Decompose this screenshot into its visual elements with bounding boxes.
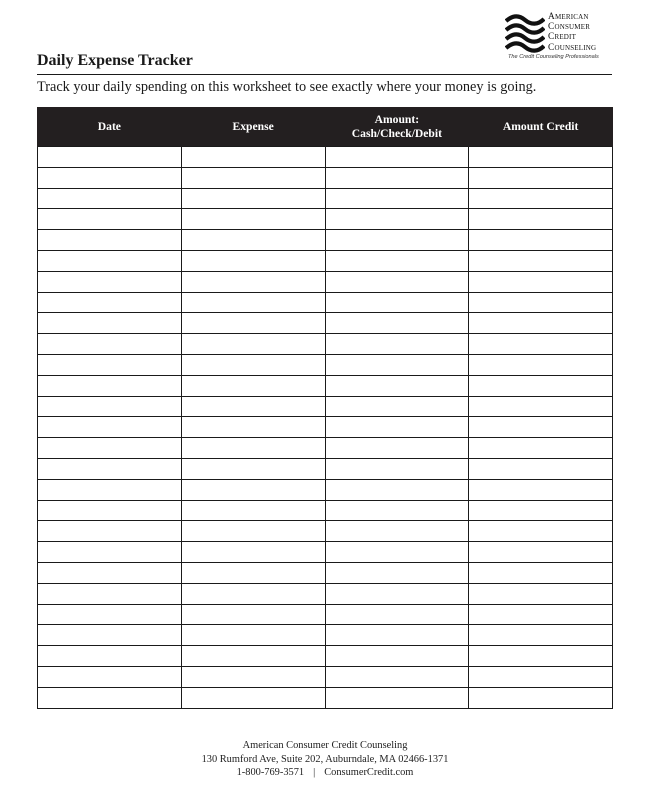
table-row — [38, 188, 613, 209]
table-row — [38, 562, 613, 583]
table-row — [38, 271, 613, 292]
column-header-amount — [325, 107, 469, 147]
footer-org: American Consumer Credit Counseling — [242, 740, 408, 751]
credit-cell — [469, 521, 613, 542]
amount-header-line1: Amount: — [374, 113, 420, 126]
amount-cell — [325, 458, 469, 479]
credit-cell — [469, 354, 613, 375]
table-row — [38, 646, 613, 667]
table-row — [38, 438, 613, 459]
date-cell — [38, 521, 182, 542]
amount-cell — [325, 479, 469, 500]
table-row — [38, 666, 613, 687]
date-cell — [38, 354, 182, 375]
footer-separator: | — [313, 767, 316, 779]
expense-cell — [181, 666, 325, 687]
amount-cell — [325, 209, 469, 230]
date-cell — [38, 458, 182, 479]
credit-cell — [469, 271, 613, 292]
amount-cell — [325, 562, 469, 583]
column-header-expense: Expense — [181, 107, 325, 147]
expense-cell — [181, 438, 325, 459]
date-cell — [38, 666, 182, 687]
table-row — [38, 167, 613, 188]
expense-cell — [181, 542, 325, 563]
table-row — [38, 687, 613, 708]
amount-cell — [325, 583, 469, 604]
date-cell — [38, 438, 182, 459]
date-cell — [38, 687, 182, 708]
amount-cell — [325, 604, 469, 625]
credit-cell — [469, 500, 613, 521]
table-header-row — [38, 107, 613, 147]
date-cell — [38, 167, 182, 188]
credit-cell — [469, 417, 613, 438]
table-row — [38, 500, 613, 521]
credit-cell — [469, 167, 613, 188]
credit-cell — [469, 292, 613, 313]
amount-cell — [325, 646, 469, 667]
date-cell — [38, 583, 182, 604]
expense-cell — [181, 271, 325, 292]
table-body — [38, 147, 613, 709]
expense-table — [37, 107, 613, 709]
waves-logo-icon — [505, 14, 545, 54]
credit-cell — [469, 604, 613, 625]
expense-cell — [181, 375, 325, 396]
credit-cell — [469, 562, 613, 583]
date-cell — [38, 250, 182, 271]
expense-cell — [181, 292, 325, 313]
date-cell — [38, 542, 182, 563]
expense-cell — [181, 250, 325, 271]
credit-cell — [469, 334, 613, 355]
amount-cell — [325, 417, 469, 438]
amount-cell — [325, 271, 469, 292]
expense-cell — [181, 417, 325, 438]
amount-cell — [325, 666, 469, 687]
amount-cell — [325, 292, 469, 313]
expense-cell — [181, 396, 325, 417]
amount-cell — [325, 438, 469, 459]
table-row — [38, 209, 613, 230]
date-cell — [38, 188, 182, 209]
date-cell — [38, 271, 182, 292]
logo-tagline: The Credit Counseling Professionals — [508, 54, 599, 60]
table-row — [38, 375, 613, 396]
expense-cell — [181, 458, 325, 479]
credit-cell — [469, 666, 613, 687]
amount-cell — [325, 354, 469, 375]
page-subtitle: Track your daily spending on this worksheet to see exactly where your money is going. — [37, 79, 537, 95]
table-row — [38, 458, 613, 479]
amount-cell — [325, 375, 469, 396]
expense-cell — [181, 583, 325, 604]
credit-cell — [469, 313, 613, 334]
amount-cell — [325, 334, 469, 355]
company-logo — [505, 12, 613, 62]
amount-cell — [325, 313, 469, 334]
date-cell — [38, 313, 182, 334]
amount-cell — [325, 250, 469, 271]
credit-cell — [469, 230, 613, 251]
logo-line: Consumer — [548, 22, 591, 33]
logo-wordmark — [548, 12, 596, 53]
logo-line: Credit — [548, 32, 577, 43]
table-row — [38, 250, 613, 271]
date-cell — [38, 625, 182, 646]
date-cell — [38, 604, 182, 625]
amount-cell — [325, 542, 469, 563]
table-row — [38, 542, 613, 563]
title-divider — [37, 74, 612, 75]
credit-cell — [469, 542, 613, 563]
expense-cell — [181, 604, 325, 625]
table-row — [38, 625, 613, 646]
table-row — [38, 292, 613, 313]
page-footer — [0, 739, 650, 780]
amount-cell — [325, 188, 469, 209]
expense-cell — [181, 334, 325, 355]
table-row — [38, 604, 613, 625]
logo-line: American — [548, 12, 589, 22]
footer-phone: 1-800-769-3571 — [236, 767, 305, 779]
credit-cell — [469, 583, 613, 604]
date-cell — [38, 230, 182, 251]
amount-cell — [325, 167, 469, 188]
table-row — [38, 521, 613, 542]
date-cell — [38, 417, 182, 438]
expense-cell — [181, 209, 325, 230]
expense-cell — [181, 354, 325, 375]
credit-cell — [469, 438, 613, 459]
footer-address: 130 Rumford Ave, Suite 202, Auburndale, MA 02466-1371 — [201, 753, 449, 765]
amount-cell — [325, 521, 469, 542]
amount-header-line2: Cash/Check/Debit — [351, 126, 442, 140]
amount-cell — [325, 396, 469, 417]
date-cell — [38, 500, 182, 521]
credit-cell — [469, 479, 613, 500]
amount-cell — [325, 500, 469, 521]
expense-cell — [181, 479, 325, 500]
date-cell — [38, 209, 182, 230]
expense-cell — [181, 521, 325, 542]
page-title: Daily Expense Tracker — [37, 52, 193, 69]
expense-cell — [181, 167, 325, 188]
credit-cell — [469, 375, 613, 396]
table-row — [38, 583, 613, 604]
date-cell — [38, 396, 182, 417]
date-cell — [38, 147, 182, 168]
expense-cell — [181, 646, 325, 667]
table-row — [38, 230, 613, 251]
column-header-date: Date — [38, 107, 182, 147]
amount-cell — [325, 625, 469, 646]
table-row — [38, 354, 613, 375]
expense-cell — [181, 147, 325, 168]
amount-cell — [325, 230, 469, 251]
expense-cell — [181, 562, 325, 583]
table-row — [38, 334, 613, 355]
date-cell — [38, 375, 182, 396]
table-row — [38, 479, 613, 500]
date-cell — [38, 646, 182, 667]
table-row — [38, 313, 613, 334]
footer-contact — [0, 766, 650, 780]
expense-cell — [181, 500, 325, 521]
column-header-credit: Amount Credit — [469, 107, 613, 147]
credit-cell — [469, 250, 613, 271]
expense-cell — [181, 313, 325, 334]
credit-cell — [469, 396, 613, 417]
credit-cell — [469, 209, 613, 230]
logo-line: Counseling — [548, 42, 597, 53]
amount-cell — [325, 147, 469, 168]
credit-cell — [469, 625, 613, 646]
expense-cell — [181, 230, 325, 251]
expense-cell — [181, 188, 325, 209]
amount-cell — [325, 687, 469, 708]
date-cell — [38, 562, 182, 583]
credit-cell — [469, 646, 613, 667]
table-row — [38, 396, 613, 417]
credit-cell — [469, 458, 613, 479]
footer-website: ConsumerCredit.com — [324, 767, 414, 779]
table-row — [38, 417, 613, 438]
date-cell — [38, 292, 182, 313]
expense-cell — [181, 625, 325, 646]
credit-cell — [469, 147, 613, 168]
date-cell — [38, 334, 182, 355]
date-cell — [38, 479, 182, 500]
credit-cell — [469, 687, 613, 708]
credit-cell — [469, 188, 613, 209]
expense-cell — [181, 687, 325, 708]
table-row — [38, 147, 613, 168]
